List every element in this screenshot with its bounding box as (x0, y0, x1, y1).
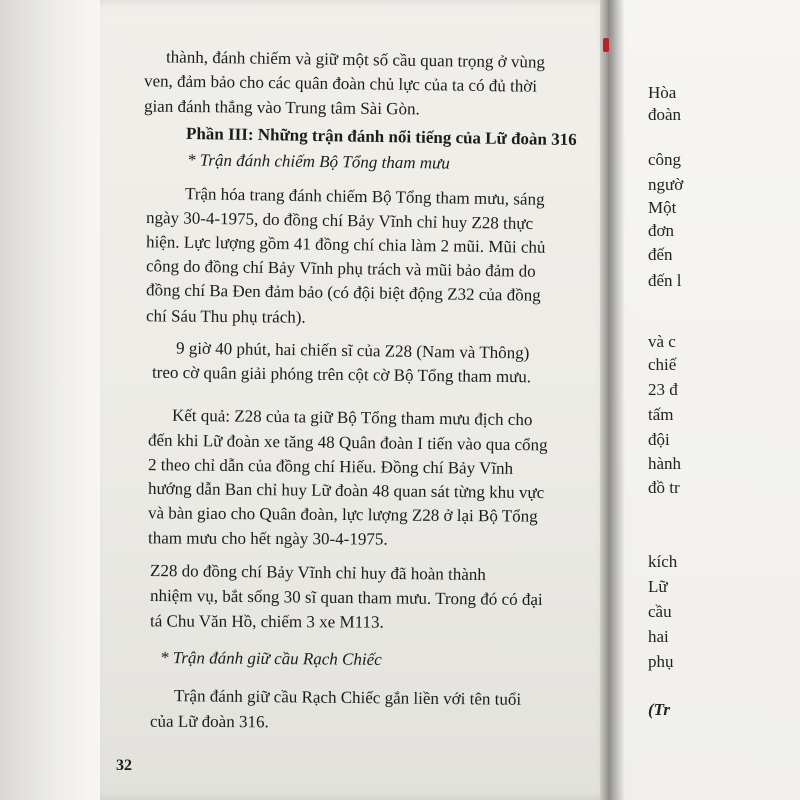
text-line: chí Sáu Thu phụ trách). (145, 306, 306, 327)
text-line: 2 theo chỉ dẫn của đồng chí Hiếu. Đồng chí Bảy Vĩnh (147, 455, 514, 478)
text-fragment: 23 đ (648, 380, 678, 399)
text-line: và bàn giao cho Quân đoàn, lực lượng Z28 ở lại Bộ Tổng (147, 503, 538, 526)
section-heading: Phần III: Những trận đánh nổi tiếng của Lữ đoàn 316 (185, 123, 577, 150)
page-edge-shadow (615, 0, 625, 800)
text-fragment: tấm (648, 405, 674, 424)
text-line: Trận hóa trang đánh chiếm Bộ Tổng tham mưu, sáng (184, 184, 545, 209)
text-line: công do đồng chí Bảy Vĩnh phụ trách và mũi bảo đảm do (145, 256, 536, 281)
text-line: hiện. Lực lượng gồm 41 đồng chí chia làm 2 mũi. Mũi chủ (145, 232, 546, 257)
text-fragment: đến (648, 245, 673, 264)
text-fragment: cầu (648, 602, 672, 621)
text-line: của Lữ đoàn 316. (149, 711, 269, 732)
left-page (100, 0, 610, 800)
subheading: * Trận đánh giữ cầu Rạch Chiếc (159, 648, 382, 669)
text-line: treo cờ quân giải phóng trên cột cờ Bộ Tổng tham mưu. (151, 362, 532, 387)
text-fragment: phụ (648, 652, 674, 671)
bookmark-ribbon (603, 38, 609, 52)
text-line: thành, đánh chiếm và giữ một số cầu quan trọng ở vùng (165, 47, 546, 72)
text-fragment: hành (648, 454, 682, 473)
page-number: 32 (116, 757, 132, 774)
right-page (615, 0, 800, 800)
text-fragment: Một (648, 198, 677, 217)
text-line: đến khi Lữ đoàn xe tăng 48 Quân đoàn I tiến vào qua cổng (147, 430, 548, 455)
text-line: ven, đảm bảo cho các quân đoàn chủ lực của ta có đủ thời (143, 71, 538, 96)
text-line: 9 giờ 40 phút, hai chiến sĩ của Z28 (Nam và Thông) (175, 338, 530, 363)
text-line: ngày 30-4-1975, do đồng chí Bảy Vĩnh chỉ huy Z28 thực (145, 207, 534, 234)
text-line: Z28 do đồng chí Bảy Vĩnh chỉ huy đã hoàn thành (149, 560, 486, 585)
text-line: Kết quả: Z28 của ta giữ Bộ Tổng tham mưu địch cho (171, 405, 533, 430)
subheading: * Trận đánh chiếm Bộ Tổng tham mưu (186, 150, 450, 173)
text-fragment: đơn (648, 221, 674, 240)
text-line: Trận đánh giữ cầu Rạch Chiếc gắn liền với tên tuổi (173, 686, 522, 709)
text-fragment: (Tr (648, 700, 671, 719)
text-fragment: kích (648, 552, 678, 571)
text-fragment: đoàn (648, 105, 682, 124)
text-line: hướng dẫn Ban chỉ huy Lữ đoàn 48 quan sát từng khu vực (147, 478, 545, 503)
text-line: tham mưu cho hết ngày 30-4-1975. (147, 528, 388, 549)
text-fragment: đến l (648, 271, 682, 290)
text-fragment: ngườ (648, 175, 684, 194)
text-fragment: công (648, 150, 682, 169)
text-line: đồng chí Ba Đen đảm bảo (có đội biệt động Z32 của đồng (145, 280, 541, 305)
background-shadow (0, 0, 100, 800)
text-fragment: đội (648, 430, 670, 449)
text-line: gian đánh thẳng vào Trung tâm Sài Gòn. (143, 96, 420, 119)
text-fragment: đồ tr (648, 478, 680, 497)
text-line: nhiệm vụ, bắt sống 30 sĩ quan tham mưu. Trong đó có đại (149, 585, 543, 610)
text-fragment: Lữ (648, 577, 668, 596)
text-fragment: Hòa (648, 83, 677, 102)
text-fragment: và c (648, 332, 676, 351)
text-fragment: chiế (648, 355, 677, 374)
text-fragment: hai (648, 627, 669, 646)
text-line: tá Chu Văn Hồ, chiếm 3 xe M113. (149, 611, 384, 632)
